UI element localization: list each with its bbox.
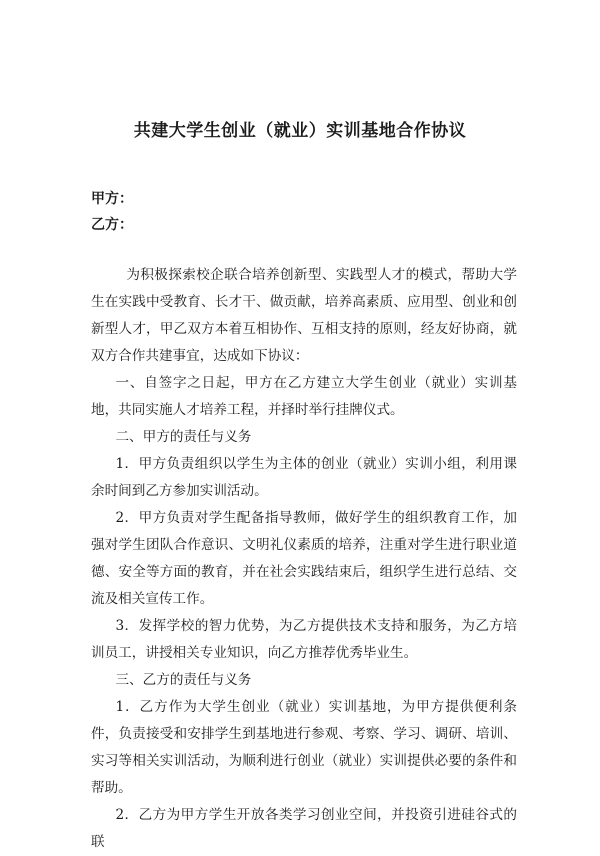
party-a-label: 甲方： [91,191,133,207]
section-3-heading: 三、乙方的责任与义务 [115,672,252,688]
clause-1-paragraph: 一、自签字之日起，甲方在乙方建立大学生创业（就业）实训基地，共同实施人才培养工程，并择时举行挂牌仪式。 [91,375,517,418]
section-3-item-2: 2．乙方为甲方学生开放各类学习创业空间，并投资引进硅谷式的联 [91,807,517,850]
section-2-item-1: 1．甲方负责组织以学生为主体的创业（就业）实训小组，利用课余时间到乙方参加实训活动。 [91,456,517,499]
intro-paragraph: 为积极探索校企联合培养创新型、实践型人才的模式，帮助大学生在实践中受教育、长才干、做贡献，培养高素质、应用型、创业和创新型人才，甲乙双方本着互相协作、互相支持的原则，经友好协商，就双方合作共建事宜，达成如下协议： [91,267,517,364]
party-b-label: 乙方： [91,217,133,233]
section-2-item-2: 2．甲方负责对学生配备指导教师，做好学生的组织教育工作，加强对学生团队合作意识、文明礼仪素质的培养，注重对学生进行职业道德、安全等方面的教育，并在社会实践结束后，组织学生进行总结、交流及相关宣传工作。 [91,510,517,607]
section-3-item-1: 1．乙方作为大学生创业（就业）实训基地，为甲方提供便利条件，负责接受和安排学生到基地进行参观、考察、学习、调研、培训、实习等相关实训活动，为顺利进行创业（就业）实训提供必要的条件和帮助。 [91,699,517,796]
section-2-item-3: 3．发挥学校的智力优势，为乙方提供技术支持和服务，为乙方培训员工，讲授相关专业知识，向乙方推荐优秀毕业生。 [91,618,517,661]
section-2-heading: 二、甲方的责任与义务 [115,429,252,445]
document-title: 共建大学生创业（就业）实训基地合作协议 [133,121,467,141]
agreement-body [91,262,517,856]
